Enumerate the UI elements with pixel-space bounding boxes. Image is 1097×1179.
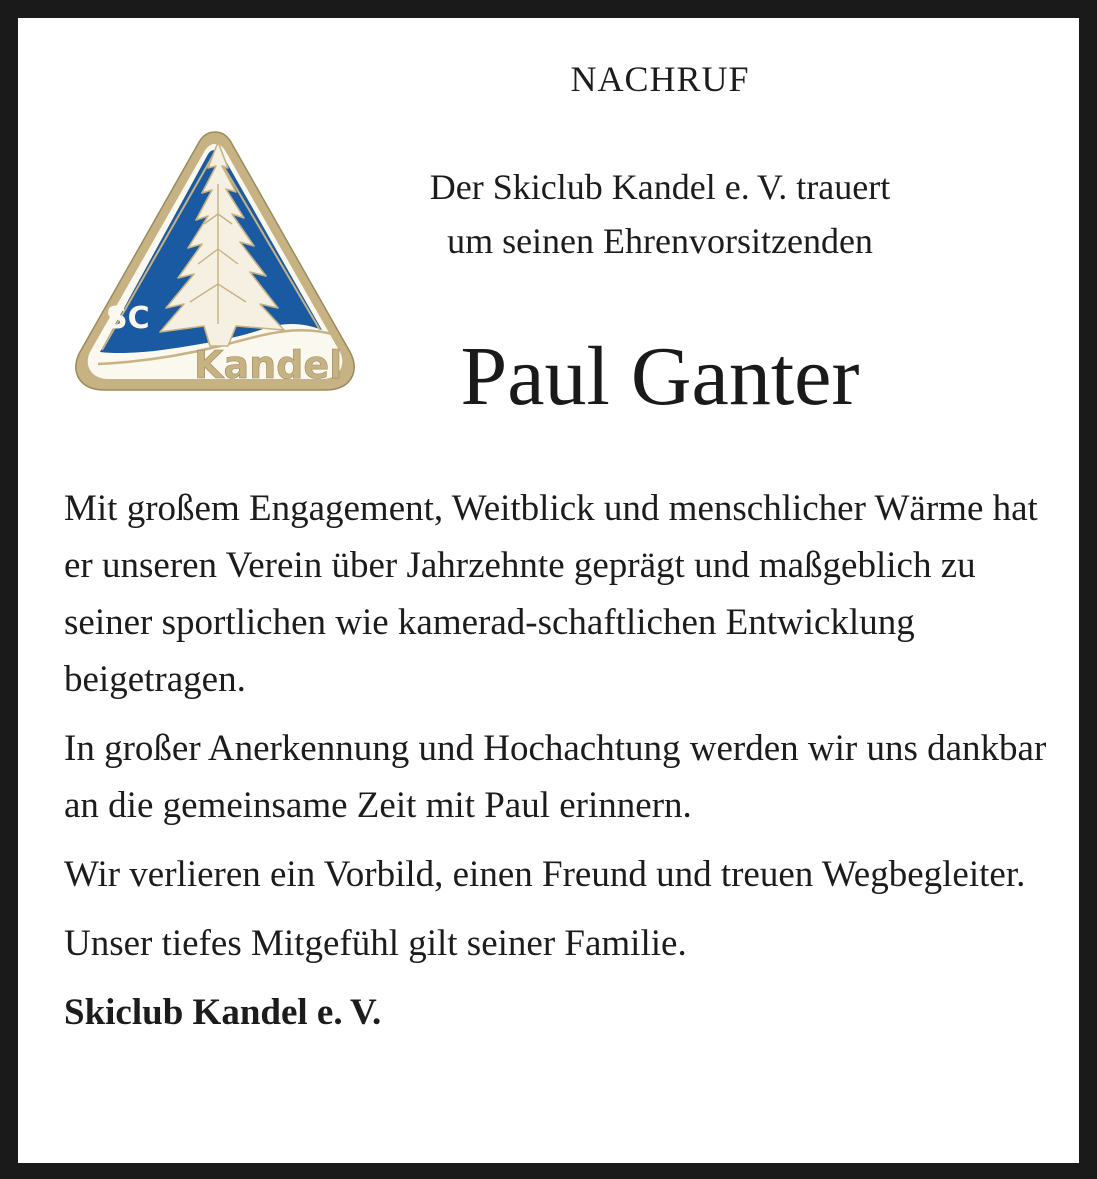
skiclub-kandel-logo bbox=[70, 124, 360, 396]
paragraph-3: Wir verlieren ein Vorbild, einen Freund und treuen Wegbegleiter. bbox=[64, 854, 1026, 895]
paragraph-2: In großer Anerkennung und Hochachtung werden wir uns dankbar an die gemeinsame Zeit mit Paul erinnern. bbox=[64, 728, 1047, 826]
paragraph-4: Unser tiefes Mitgefühl gilt seiner Familie. bbox=[64, 923, 687, 964]
notice-heading: NACHRUF bbox=[570, 59, 750, 99]
paragraph-1: Mit großem Engagement, Weitblick und menschlicher Wärme hat er unseren Verein über Jahrzehnte geprägt und maßgeblich zu seiner sportlichen wie kamerad-schaftlichen Entwicklung beigetragen. bbox=[64, 488, 1038, 700]
signature: Skiclub Kandel e. V. bbox=[64, 992, 382, 1033]
notice-body bbox=[64, 480, 1054, 1041]
logo-text-sc: SC bbox=[106, 301, 150, 336]
deceased-name: Paul Ganter bbox=[460, 330, 860, 423]
intro-line-2: um seinen Ehrenvorsitzenden bbox=[447, 221, 873, 261]
intro-line-1: Der Skiclub Kandel e. V. trauert bbox=[429, 167, 891, 207]
intro-text bbox=[380, 160, 940, 268]
logo-text-kandel: Kandel bbox=[194, 343, 343, 387]
